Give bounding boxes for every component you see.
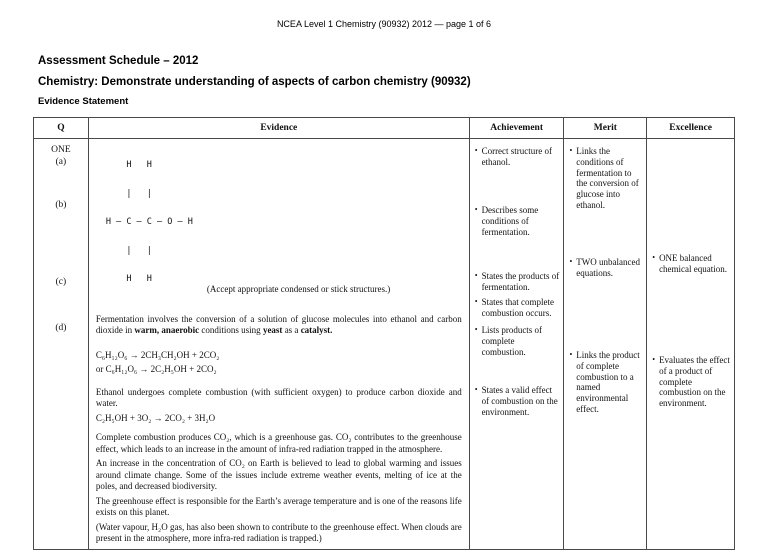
merit-column bbox=[563, 139, 646, 549]
evidence-content bbox=[89, 142, 469, 549]
merit-item bbox=[569, 257, 643, 279]
fermentation-bold-catalyst: catalyst. bbox=[300, 325, 333, 335]
question-column bbox=[34, 139, 88, 549]
combustion-equation: C₂H₅OH + 3O₂ → 2CO₂ + 3H₂O bbox=[95, 412, 216, 423]
structure-note: (Accept appropriate condensed or stick structures.) bbox=[206, 283, 391, 294]
fermentation-text bbox=[96, 314, 462, 337]
achievement-item-text: • Correct structure of ethanol. bbox=[481, 146, 553, 167]
fermentation-text-part: as a bbox=[282, 325, 301, 335]
merit-item bbox=[569, 146, 643, 211]
structure-line: | | bbox=[105, 188, 152, 199]
merit-item-text: • Links the conditions of fermentation to the conversion of glucose into ethanol. bbox=[576, 146, 639, 210]
greenhouse-paragraph-1: Complete combustion produces CO₂, which is a greenhouse gas. CO₂ contributes to the greenhouse effect, which leads to an increase in the amount of infra-red radiation trapped in the atmosphere. bbox=[95, 432, 462, 454]
greenhouse-paragraph-3: The greenhouse effect is responsible for the Earth’s average temperature and is one of the reasons life exists on this planet. bbox=[95, 495, 462, 517]
achievement-item bbox=[475, 297, 561, 319]
merit-item-text: • TWO unbalanced equations. bbox=[576, 257, 641, 278]
fermentation-bold-conditions: warm, anaerobic bbox=[134, 325, 200, 335]
achievement-item bbox=[475, 146, 561, 168]
doc-title: Assessment Schedule – 2012 bbox=[38, 55, 199, 67]
table-header-row bbox=[34, 118, 734, 139]
evidence-table bbox=[33, 117, 735, 550]
fermentation-equation-1: C₆H₁₂O₆ → 2CH₃CH₂OH + 2CO₂ bbox=[95, 349, 220, 360]
structure-line: H – C – C – O – H bbox=[105, 217, 193, 227]
achievement-item bbox=[475, 325, 561, 357]
q-label-d: (d) bbox=[55, 323, 67, 333]
header-excellence: Excellence bbox=[646, 118, 734, 138]
excellence-column bbox=[646, 139, 734, 549]
fermentation-bold-yeast: yeast bbox=[262, 325, 283, 335]
achievement-column bbox=[469, 139, 564, 549]
achievement-item bbox=[475, 205, 561, 237]
structure-line: H H bbox=[105, 274, 152, 284]
excellence-item bbox=[652, 355, 731, 409]
structure-line: | | bbox=[105, 245, 152, 256]
achievement-item-text: • States the products of fermentation. bbox=[481, 271, 560, 292]
greenhouse-paragraph-2: An increase in the concentration of CO₂ on Earth is believed to lead to global warming and issues around climate change. Some of the issues include extreme weather events, melting of ice at the poles, and decreased biodiversity. bbox=[95, 458, 462, 491]
header-q: Q bbox=[57, 123, 65, 133]
achievement-item-text: • Describes some conditions of fermentation. bbox=[481, 205, 539, 237]
header-achievement: Achievement bbox=[469, 118, 564, 138]
combustion-text: Ethanol undergoes complete combustion (with sufficient oxygen) to produce carbon dioxide and water. bbox=[95, 386, 462, 408]
excellence-item-text: • Evaluates the effect of a product of complete combustion on the environment. bbox=[659, 355, 730, 409]
achievement-item-text: • States a valid effect of combustion on the environment. bbox=[481, 385, 558, 417]
table-body-row bbox=[34, 139, 734, 549]
doc-subtitle: Chemistry: Demonstrate understanding of aspects of carbon chemistry (90932) bbox=[38, 76, 471, 88]
title-block bbox=[38, 55, 730, 107]
greenhouse-paragraph-4: (Water vapour, H₂O gas, has also been shown to contribute to the greenhouse effect. When clouds are present in the atmosphere, more infra-red radiation is trapped.) bbox=[95, 521, 462, 543]
q-label-c: (c) bbox=[55, 277, 67, 287]
excellence-item-text: • ONE balanced chemical equation. bbox=[659, 253, 728, 274]
fermentation-text-part: Fermentation involves the conversion of a solution of glucose molecules into ethanol and carbon dioxide in bbox=[95, 313, 462, 335]
ethanol-structural-formula bbox=[106, 142, 193, 304]
q-label-one: ONE bbox=[51, 145, 71, 155]
header-evidence: Evidence bbox=[88, 118, 469, 138]
achievement-item-text: • Lists products of complete combustion. bbox=[481, 325, 543, 357]
achievement-item bbox=[475, 385, 561, 417]
header-merit: Merit bbox=[563, 118, 646, 138]
merit-item bbox=[569, 350, 643, 415]
section-label: Evidence Statement bbox=[38, 96, 129, 107]
excellence-item bbox=[652, 253, 731, 275]
q-label-a: (a) bbox=[55, 157, 67, 167]
fermentation-equation-2: or C₆H₁₂O₆ → 2C₂H₅OH + 2CO₂ bbox=[95, 364, 217, 374]
q-label-b: (b) bbox=[55, 200, 67, 210]
merit-item-text: • Links the product of complete combustion to a named environmental effect. bbox=[576, 350, 640, 414]
achievement-item bbox=[475, 271, 561, 293]
ethanol-structure-block bbox=[96, 142, 462, 304]
evidence-column bbox=[88, 139, 469, 549]
structure-line: H H bbox=[105, 160, 152, 170]
page-header: NCEA Level 1 Chemistry (90932) 2012 — page 1 of 6 bbox=[276, 19, 492, 29]
achievement-item-text: • States that complete combustion occurs. bbox=[481, 297, 555, 318]
fermentation-text-part: conditions using bbox=[199, 325, 263, 335]
